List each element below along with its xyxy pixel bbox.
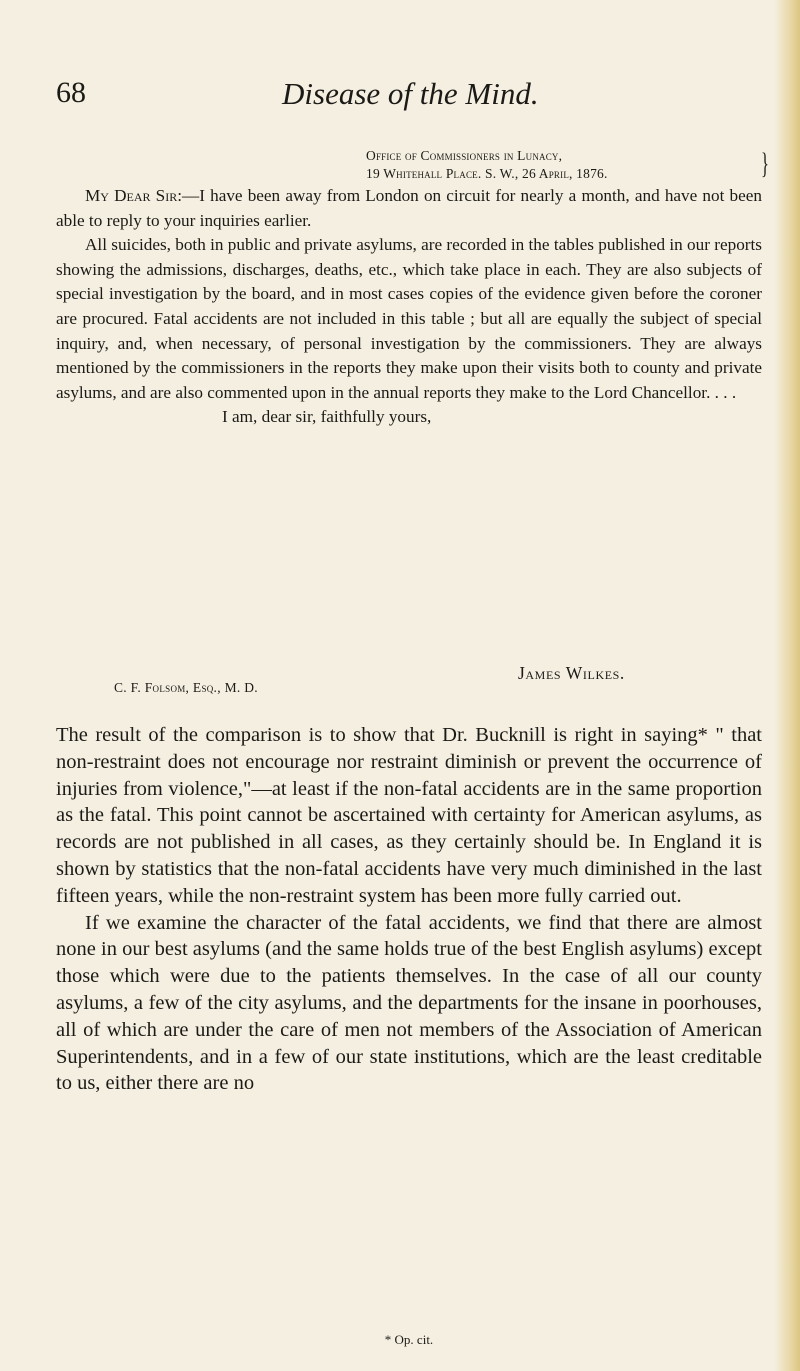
page-edge-shading <box>774 0 800 1371</box>
main-paragraph-1: The result of the comparison is to show that Dr. Bucknill is right in saying* " that non-restraint does not encourage nor restraint diminish or prevent the occurrence of injuries from violence,"—at least if the non-fatal accidents are in the same proportion as the fatal. This point cannot be ascertained with certainty for American asylums, as records are not published in all cases, as they certainly should be. In England it is shown by statistics that the non-fatal accidents have very much diminished in the last fifteen years, while the non-restraint system has been more fully carried out. <box>56 724 762 907</box>
signature: James Wilkes. <box>518 663 625 683</box>
letter-closing: I am, dear sir, faithfully yours, <box>222 407 432 427</box>
recipient: C. F. Folsom, Esq., M. D. <box>114 680 258 695</box>
main-text <box>56 722 762 1097</box>
address-line-1: Office of Commissioners in Lunacy, <box>366 148 563 163</box>
letter-paragraph-1-text: :—I have been away from London on circuit for nearly a month, and have not been able to reply to your inquiries earlier. <box>56 186 762 230</box>
salutation: My Dear Sir <box>85 186 178 205</box>
letter-body <box>56 184 762 430</box>
running-head <box>56 76 762 116</box>
page-number: 68 <box>56 76 86 109</box>
letter-paragraph-1 <box>56 184 762 233</box>
letter-address <box>366 147 770 183</box>
footnote: * Op. cit. <box>384 1332 434 1347</box>
book-title: Disease of the Mind. <box>282 76 539 111</box>
address-line-2: 19 Whitehall Place. S. W., 26 April, 1876. <box>366 166 608 181</box>
brace-icon: } <box>761 147 770 180</box>
main-paragraph-2: If we examine the character of the fatal accidents, we find that there are almost none in our best asylums (and the same holds true of the best English asylums) except those which were due to the patients themselves. In the case of all our county asylums, a few of the city asylums, and the departments for the insane in poorhouses, all of which are under the care of men not members of the Association of American Superintendents, and in a few of our state institutions, which are the least creditable to us, either there are no <box>56 911 762 1095</box>
letter-paragraph-2: All suicides, both in public and private asylums, are recorded in the tables published in our reports showing the admissions, discharges, deaths, etc., which take place in each. They are also subjects of special investigation by the board, and in most cases copies of the evidence given before the coroner are procured. Fatal accidents are not included in this table ; but all are equally the subject of special inquiry, and, when necessary, of personal investigation by the commissioners. They are always mentioned by the commissioners in the reports they make upon their visits both to county and private asylums, and are also commented upon in the annual reports they make to the Lord Chancellor. . . . <box>56 235 762 402</box>
